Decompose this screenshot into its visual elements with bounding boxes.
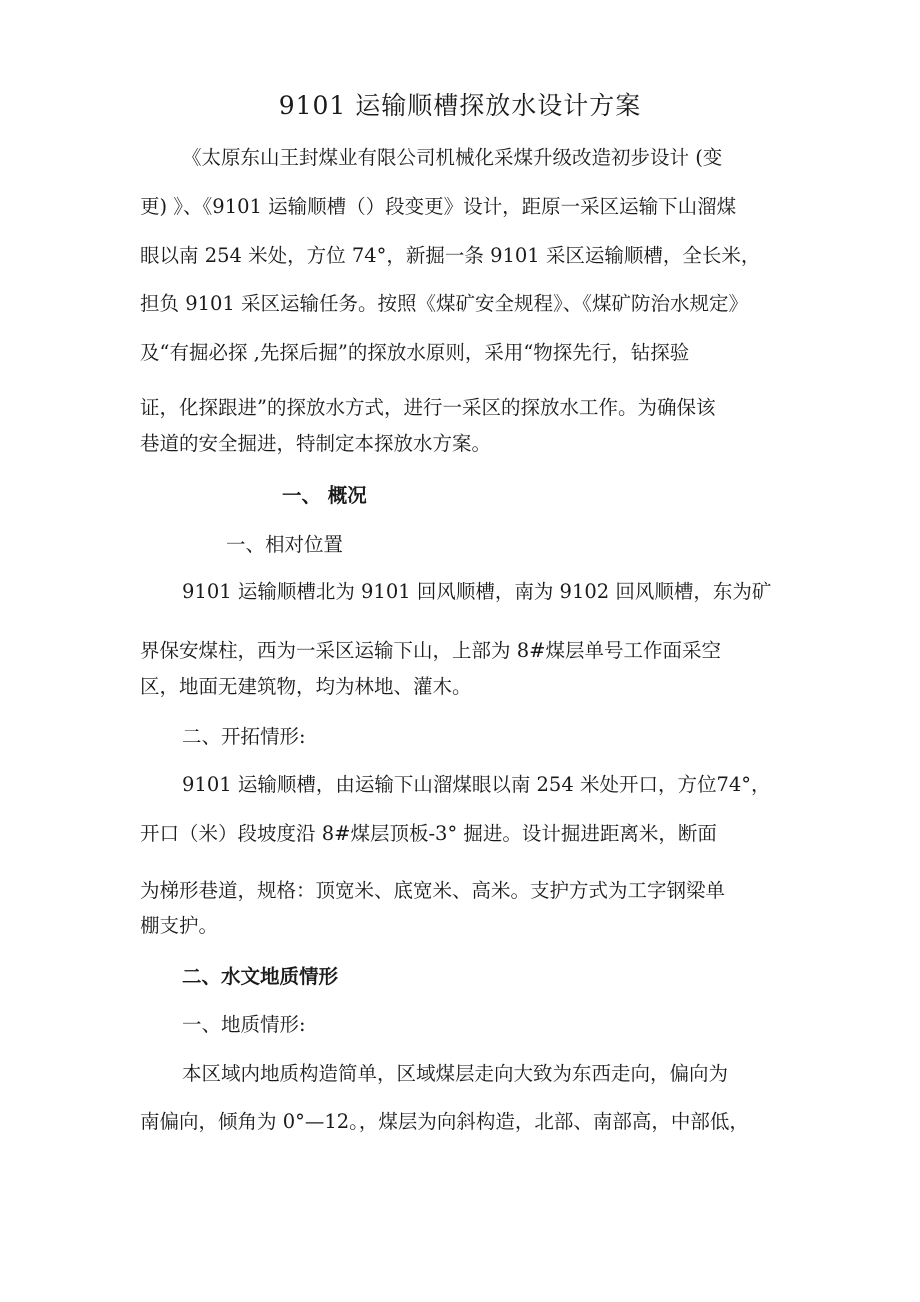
section-2-sub-1-heading: 一、地质情形: [182, 1013, 306, 1036]
section-1-sub-2-heading: 二、开拓情形: [182, 725, 306, 748]
intro-line-4: 担负 9101 采区运输任务。按照《煤矿安全规程》、《煤矿防治水规定》 [140, 292, 749, 315]
document-title: 9101 运输顺槽探放水设计方案 [278, 91, 642, 120]
position-line-2: 界保安煤柱，西为一采区运输下山，上部为 8#煤层单号工作面采空 [140, 639, 721, 662]
geology-line-1: 本区域内地质构造简单，区域煤层走向大致为东西走向，偏向为 [182, 1062, 729, 1085]
section-1-sub-1-heading: 一、相对位置 [226, 533, 344, 556]
section-1-heading: 一、 概况 [282, 484, 367, 507]
intro-line-5: 及“有掘必探 ,先探后掘”的探放水原则，采用“物探先行，钻探验 [140, 341, 690, 364]
section-2-heading: 二、水文地质情形 [182, 965, 339, 988]
position-line-3: 区，地面无建筑物，均为林地、灌木。 [140, 675, 472, 698]
development-line-3: 为梯形巷道，规格：顶宽米、底宽米、高米。支护方式为工字钢梁单 [140, 879, 726, 902]
intro-line-2: 更) 》、《9101 运输顺槽（）段变更》设计，距原一采区运输下山溜煤 [140, 195, 737, 218]
development-line-1: 9101 运输顺槽，由运输下山溜煤眼以南 254 米处开口，方位74°， [182, 773, 771, 796]
development-line-4: 棚支护。 [140, 914, 219, 937]
intro-line-3: 眼以南 254 米处，方位 74°，新掘一条 9101 采区运输顺槽，全长米， [140, 244, 761, 267]
intro-line-1: 《太原东山王封煤业有限公司机械化采煤升级改造初步设计 (变 [182, 146, 723, 169]
intro-line-6: 证，化探跟进”的探放水方式，进行一采区的探放水工作。为确保该 [140, 396, 716, 419]
intro-line-7: 巷道的安全掘进，特制定本探放水方案。 [140, 432, 492, 455]
development-line-2: 开口（米）段坡度沿 8#煤层顶板-3° 掘进。设计掘进距离米，断面 [140, 822, 717, 845]
position-line-1: 9101 运输顺槽北为 9101 回风顺槽，南为 9102 回风顺槽，东为矿 [182, 580, 772, 603]
geology-line-2: 南偏向，倾角为 0°—12。，煤层为向斜构造，北部、南部高，中部低， [140, 1110, 749, 1133]
